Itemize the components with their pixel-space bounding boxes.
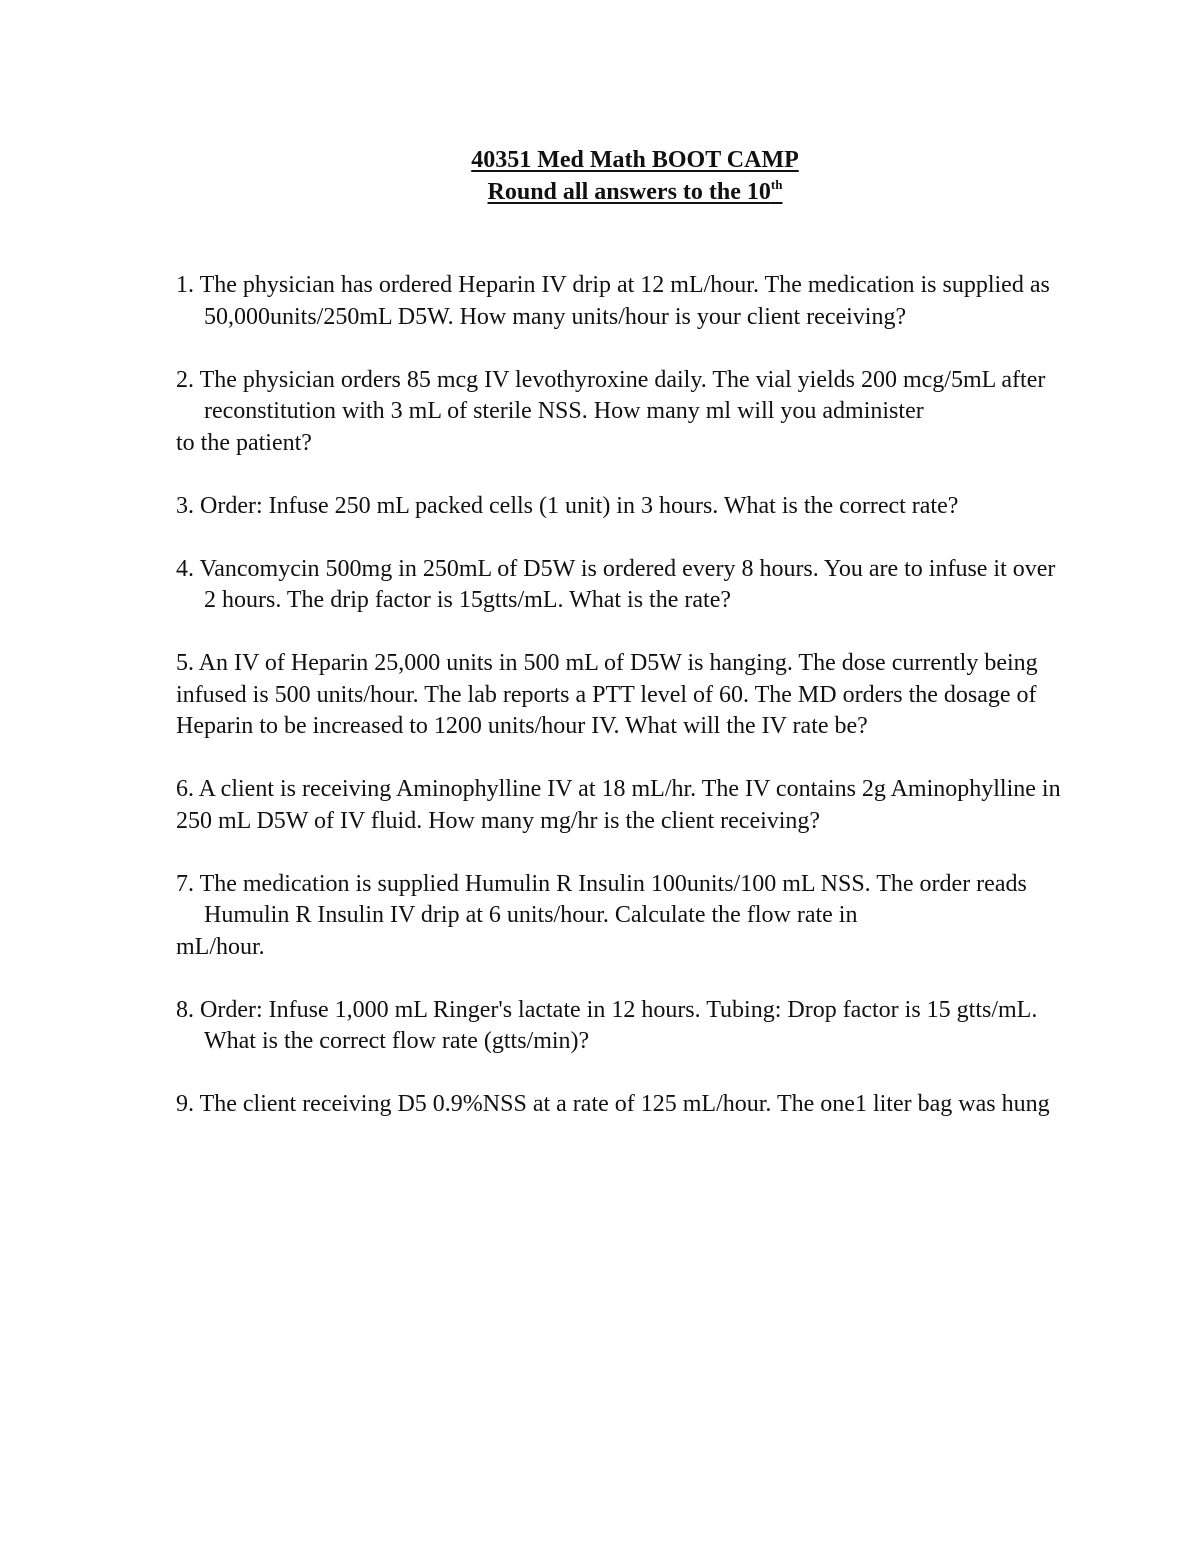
question-7-line-1: 7. The medication is supplied Humulin R Insulin 100units/100 mL NSS. The order reads <box>176 870 1027 897</box>
subtitle-text: Round all answers to the 10 <box>487 179 771 205</box>
document-title: 40351 Med Math BOOT CAMP <box>471 147 799 173</box>
question-5 <box>176 648 1076 743</box>
question-list <box>176 270 1076 1152</box>
question-2 <box>176 365 1076 460</box>
question-4-line-2: 2 hours. The drip factor is 15gtts/mL. What is the rate? <box>204 587 731 613</box>
question-5-line-1: 5. An IV of Heparin 25,000 units in 500 mL of D5W is hanging. The dose currently being infused is 500 units/hour. The lab reports a PTT level of 60. The MD orders the dosage of Heparin to be increased to 1200 units/hour IV. What will the IV rate be? <box>176 650 1038 739</box>
question-2-line-1: 2. The physician orders 85 mcg IV levothyroxine daily. The vial yields 200 mcg/5mL after <box>176 366 1046 393</box>
question-8 <box>176 995 1076 1058</box>
question-9-line-1: 9. The client receiving D5 0.9%NSS at a rate of 125 mL/hour. The one1 liter bag was hung <box>176 1091 1050 1117</box>
document-header <box>0 144 1200 208</box>
question-3-line-1: 3. Order: Infuse 250 mL packed cells (1 unit) in 3 hours. What is the correct rate? <box>176 492 959 519</box>
question-1 <box>176 270 1076 333</box>
question-6 <box>176 774 1076 837</box>
question-6-line-1: 6. A client is receiving Aminophylline IV at 18 mL/hr. The IV contains 2g Aminophylline in 250 mL D5W of IV fluid. How many mg/hr is the client receiving? <box>176 776 1061 834</box>
subtitle-superscript: th <box>770 177 783 192</box>
document-subtitle <box>488 176 783 208</box>
question-4-line-1: 4. Vancomycin 500mg in 250mL of D5W is ordered every 8 hours. You are to infuse it over <box>176 555 1056 582</box>
question-8-line-1: 8. Order: Infuse 1,000 mL Ringer's lactate in 12 hours. Tubing: Drop factor is 15 gtts/mL. <box>176 996 1038 1023</box>
question-8-line-2: What is the correct flow rate (gtts/min)? <box>204 1028 590 1054</box>
question-2-line-2: reconstitution with 3 mL of sterile NSS. How many ml will you administer <box>204 398 924 424</box>
question-7-line-2: Humulin R Insulin IV drip at 6 units/hour. Calculate the flow rate in <box>204 902 858 928</box>
question-3 <box>176 491 1076 523</box>
question-7 <box>176 869 1076 964</box>
question-7-line-3: mL/hour. <box>176 933 265 960</box>
question-1-line-1: 1. The physician has ordered Heparin IV drip at 12 mL/hour. The medication is supplied as <box>176 272 1050 298</box>
question-4 <box>176 554 1076 617</box>
question-1-line-2: 50,000units/250mL D5W. How many units/hour is your client receiving? <box>204 303 907 330</box>
question-9 <box>176 1089 1076 1121</box>
question-2-line-3: to the patient? <box>176 429 312 456</box>
